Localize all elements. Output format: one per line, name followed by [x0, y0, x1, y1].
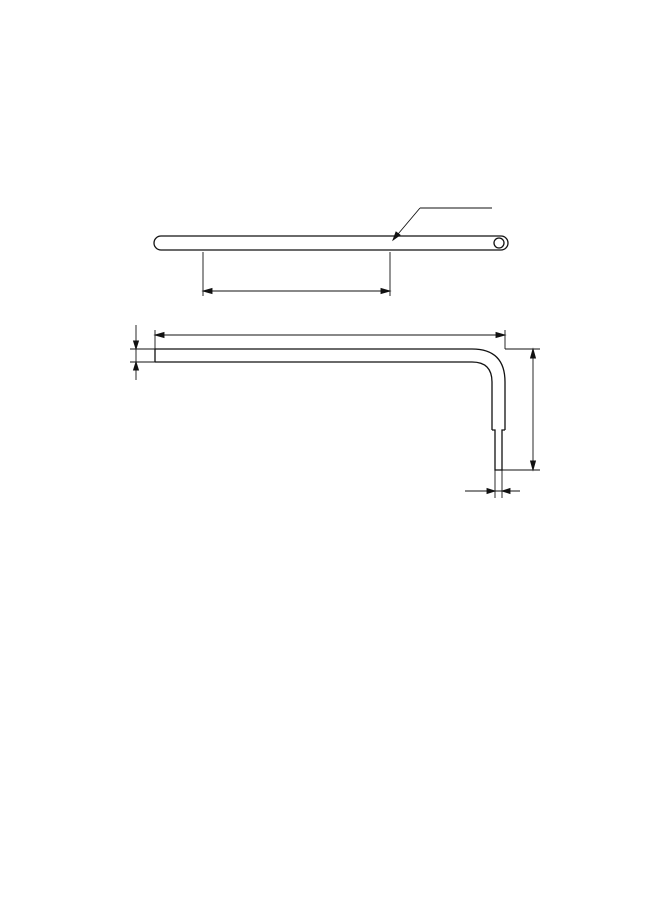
dim-L	[155, 330, 505, 349]
probe-side-view	[155, 349, 505, 470]
hole-leader	[393, 208, 492, 240]
dim-A	[130, 325, 158, 380]
dim-h	[502, 349, 540, 470]
dim-B	[465, 470, 520, 498]
probe-top-view	[154, 236, 508, 250]
dim-L1	[203, 252, 390, 296]
